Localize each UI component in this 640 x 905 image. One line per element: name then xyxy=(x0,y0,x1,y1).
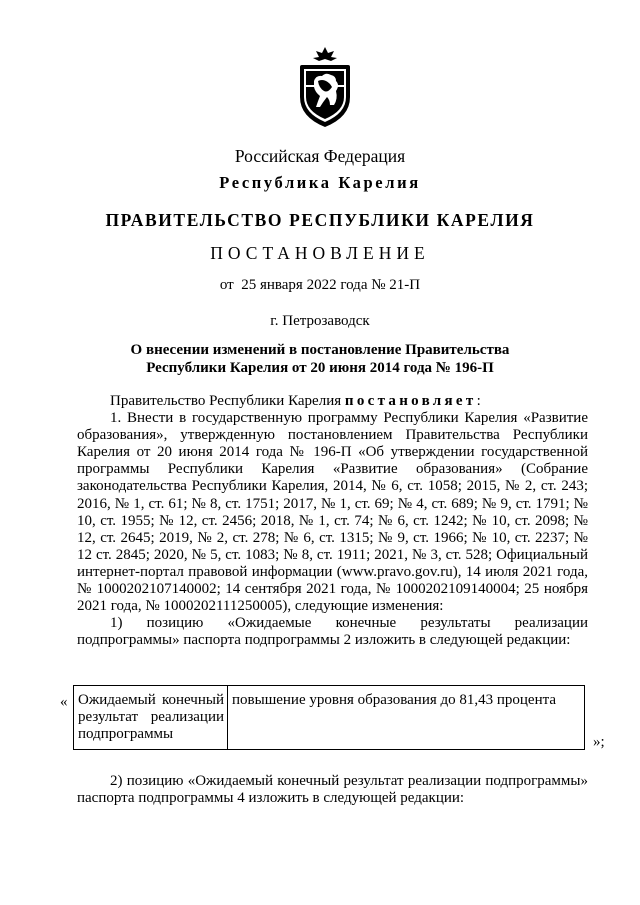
table-close-quote: »; xyxy=(593,734,605,750)
subpoint-1: 1) позицию «Ожидаемые конечные результаты реализации подпрограммы» паспорта подпрограммы 2 изложить в следующей редакции: xyxy=(77,615,588,649)
preamble-colon: : xyxy=(476,393,481,409)
subject-line-2: Республики Карелия от 20 июня 2014 года № 196-П xyxy=(146,360,494,376)
table-label-cell: Ожидаемый конечный результат реализации подпрограммы xyxy=(74,686,228,750)
point-2-section xyxy=(77,773,588,807)
city: г. Петрозаводск xyxy=(270,313,370,329)
subpoint-2: 2) позицию «Ожидаемый конечный результат реализации подпрограммы» паспорта подпрограммы 4 изложить в следующей редакции: xyxy=(77,773,588,807)
republic-name: Республика Карелия xyxy=(219,173,421,192)
karelia-coat-of-arms-icon xyxy=(296,45,354,129)
point-1: 1. Внести в государственную программу Республики Карелия «Развитие образования», утвержденную постановлением Правительства Республики Карелия от 20 июня 2014 года № 196-П «Об утверждении государственной программы Республики Карелия «Развитие образования» (Собрание законодательства Республики Карелия, 2014, № 6, ст. 1058; 2015, № 2, ст. 243; 2016, № 1, ст. 61; № 8, ст. 1751; 2017, № 1, ст. 69; № 4, ст. 689; № 9, ст. 1791; № 10, ст. 1955; № 12, ст. 2456; 2018, № 1, ст. 74; № 6, ст. 1242; № 10, ст. 2098; № 12, ст. 2645; 2019, № 2, ст. 278; № 6, ст. 1315; № 9, ст. 1966; № 10, ст. 2237; № 12 ст. 2845; 2020, № 5, ст. 1083; № 8, ст. 1911; 2021, № 3, ст. 528; Официальный интернет-портал правовой информации (www.pravo.gov.ru), 14 июля 2021 года, № 1000202107140002; 14 сентября 2021 года, № 1000202109140004; 25 ноября 2021 года, № 1000202111250005), следующие изменения: xyxy=(77,410,588,615)
table-row xyxy=(74,686,585,750)
result-table xyxy=(73,685,585,750)
document-type: ПОСТАНОВЛЕНИЕ xyxy=(210,243,430,263)
document-date: от 25 января 2022 года № 21-П xyxy=(219,277,421,293)
subject-line-1: О внесении изменений в постановление Правительства xyxy=(130,342,510,358)
government-title: ПРАВИТЕЛЬСТВО РЕСПУБЛИКИ КАРЕЛИЯ xyxy=(105,210,535,230)
document-body xyxy=(77,393,588,649)
preamble xyxy=(77,393,588,410)
table-open-quote: « xyxy=(60,694,68,710)
table-value-cell: повышение уровня образования до 81,43 процента xyxy=(228,686,585,750)
preamble-text: Правительство Республики Карелия xyxy=(110,393,345,409)
document-subject xyxy=(0,341,640,377)
preamble-verb: постановляет xyxy=(344,393,477,409)
country-name: Российская Федерация xyxy=(234,146,406,166)
